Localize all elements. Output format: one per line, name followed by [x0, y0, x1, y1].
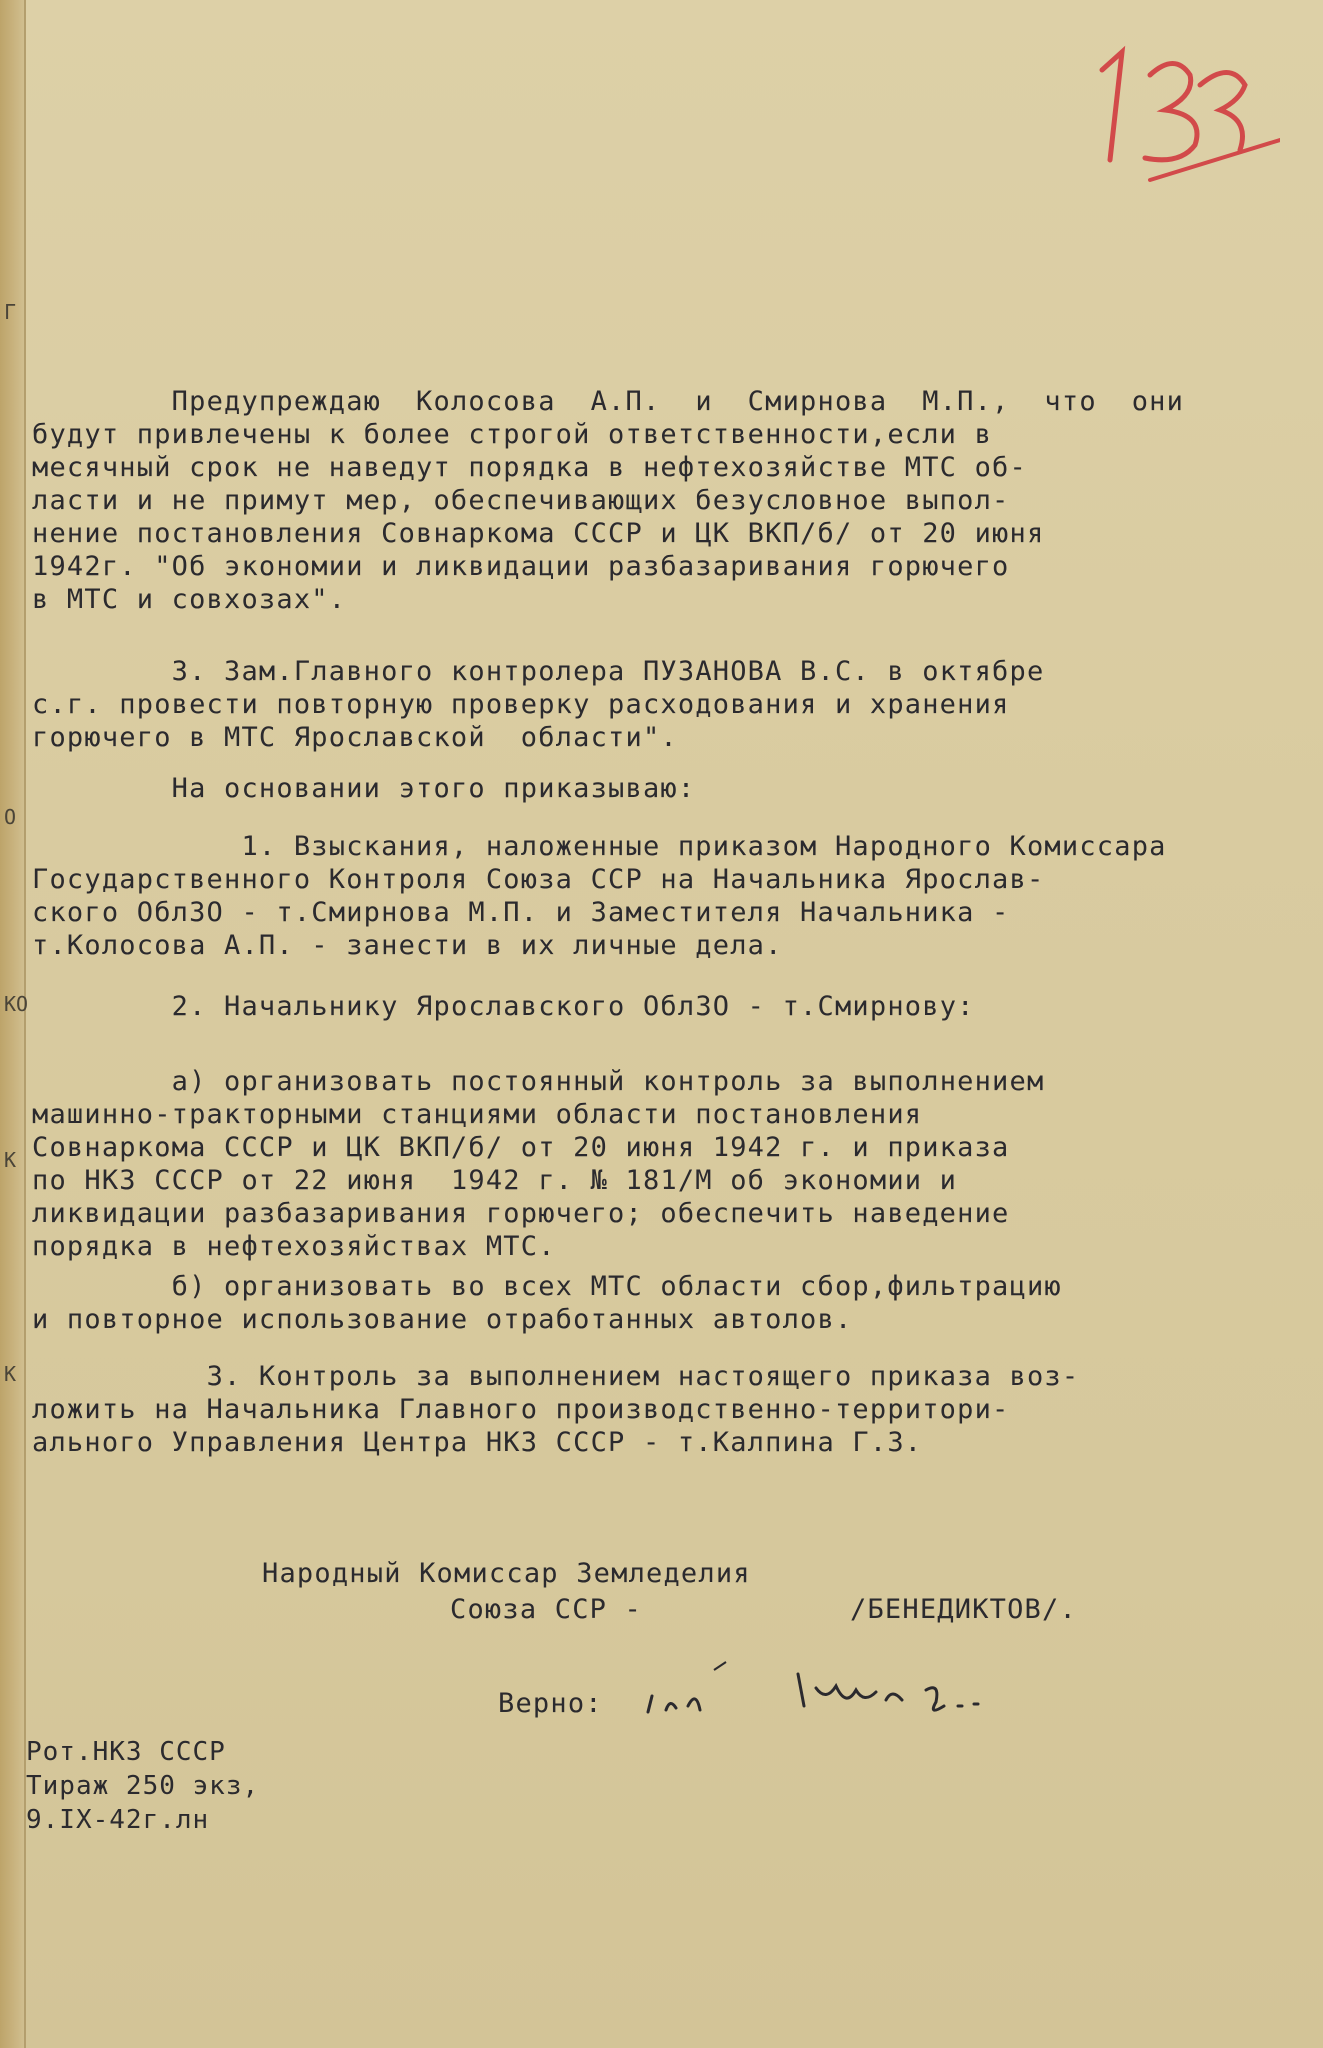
- print-run-info: [26, 1735, 259, 1837]
- paragraph-order-item-2: 2. Начальнику Ярославского ОблЗО - т.Смирнову:: [32, 991, 975, 1022]
- signatory-name: /БЕНЕДИКТОВ/.: [850, 1594, 1077, 1625]
- margin-mark: О: [4, 805, 17, 829]
- signatory-title-line1: Народный Комиссар Земледелия: [262, 1558, 751, 1589]
- paragraph-order-item-2b: б) организовать во всех МТС области сбор,фильтрацию и повторное использование отработанных автолов.: [32, 1271, 1062, 1335]
- signatory-title-line2: Союза ССР -: [450, 1594, 643, 1625]
- margin-mark: Г: [4, 300, 17, 324]
- print-info-line: Тираж 250 экз,: [26, 1771, 260, 1801]
- signature-scribble-icon: [640, 1660, 1060, 1730]
- print-info-line: 9.IX-42г.лн: [26, 1805, 210, 1835]
- verified-label: Верно:: [498, 1688, 603, 1719]
- margin-mark: КО: [4, 992, 29, 1016]
- margin-mark: К: [4, 1362, 17, 1386]
- archive-page-number-stamp: [1080, 40, 1280, 190]
- paragraph-order-item-3: 3. Контроль за выполнением настоящего приказа воз- ложить на Начальника Главного производственно-территори- ального Управления Центра НКЗ СССР - т.Калпина Г.З.: [32, 1361, 1080, 1458]
- handwritten-number-icon: [1080, 40, 1280, 190]
- paragraph-order-intro: На основании этого приказываю:: [32, 773, 696, 804]
- handwritten-signature: [640, 1660, 1060, 1730]
- paragraph-warning: Предупреждаю Колосова А.П. и Смирнова М.П., что они будут привлечены к более строгой ответственности,если в месячный срок не наведут порядка в нефтехозяйстве МТС об- ласти и не примут мер, обеспечивающих безусловное выпол- нение постановления Совнаркома СССР и ЦК ВКП/б/ от 20 июня 1942г. "Об экономии и ликвидации разбазаривания горючего в МТС и совхозах".: [32, 386, 1185, 615]
- margin-mark: К: [4, 1148, 17, 1172]
- print-info-line: Рот.НКЗ СССР: [26, 1737, 226, 1767]
- paragraph-order-item-1: 1. Взыскания, наложенные приказом Народного Комиссара Государственного Контроля Союза ССР на Начальника Ярослав- ского ОблЗО - т.Смирнова М.П. и Заместителя Начальника - т.Колосова А.П. - занести в их личные дела.: [32, 831, 1167, 961]
- paragraph-item-3-inspection: 3. Зам.Главного контролера ПУЗАНОВА В.С. в октябре с.г. провести повторную проверку расходования и хранения горючего в МТС Ярославской области".: [32, 656, 1045, 753]
- paragraph-order-item-2a: а) организовать постоянный контроль за выполнением машинно-тракторными станциями области постановления Совнаркома СССР и ЦК ВКП/б/ от 20 июня 1942 г. и приказа по НКЗ СССР от 22 июня 1942 г. № 181/М об экономии и ликвидации разбазаривания горючего; обеспечить наведение порядка в нефтехозяйствах МТС.: [32, 1066, 1045, 1262]
